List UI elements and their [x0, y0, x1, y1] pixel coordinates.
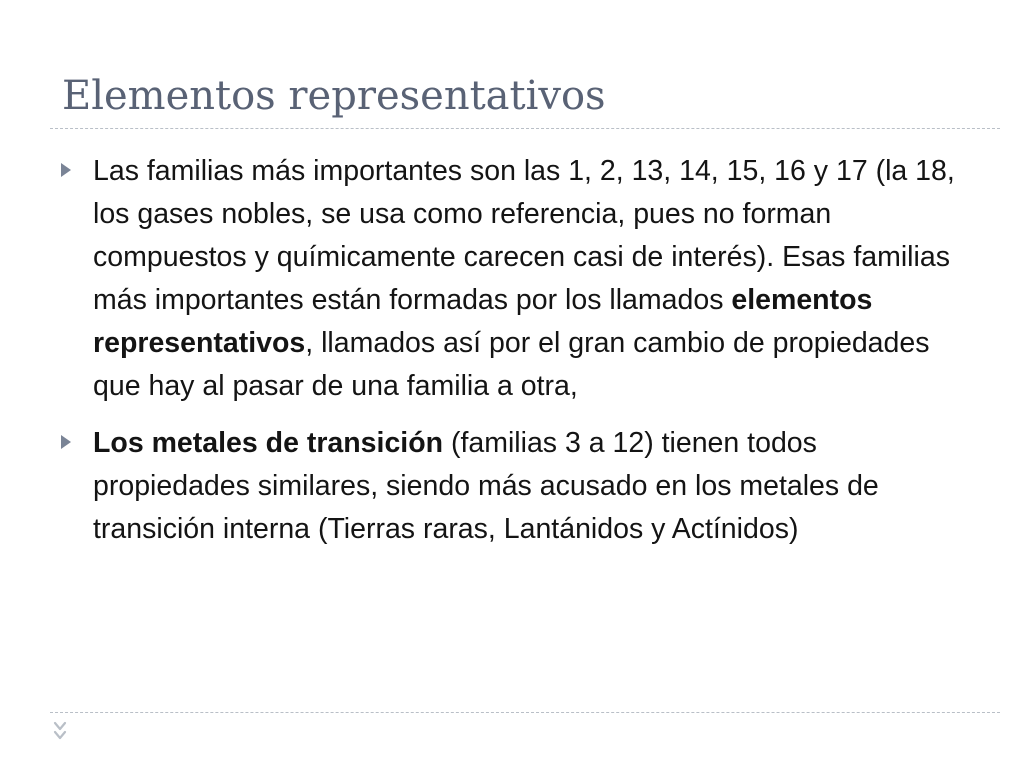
bullet-text-after: , llamados así por el gran cambio de propiedades que hay al pasar de una familia a otra,: [93, 327, 930, 402]
triangle-right-icon: [61, 163, 71, 177]
bullet-text-bold: Los metales de transición: [93, 427, 444, 459]
bullet-text: [93, 422, 975, 551]
bullet-item: [50, 422, 975, 551]
bullet-text-after: (familias 3 a 12) tienen todos propiedades similares, siendo más acusado en los metales de transición interna (Tierras raras, Lantánidos y Actínidos): [93, 427, 879, 545]
footer-divider: [50, 712, 1000, 713]
slide-title: Elementos representativos: [62, 73, 606, 119]
bullet-text: [93, 150, 975, 408]
bullet-item: [50, 150, 975, 408]
title-divider: [50, 128, 1000, 129]
bullet-list: [50, 150, 975, 565]
double-chevron-down-icon: [53, 720, 67, 744]
bullet-text-before: Las familias más importantes son las 1, 2, 13, 14, 15, 16 y 17 (la 18, los gases nobles, se usa como referencia, pues no forman compuestos y químicamente carecen casi de interés). Esas familias más importantes están formadas por los llamados: [93, 155, 955, 316]
bullet-text-bold: elementos representativos: [93, 284, 873, 359]
triangle-right-icon: [61, 435, 71, 449]
